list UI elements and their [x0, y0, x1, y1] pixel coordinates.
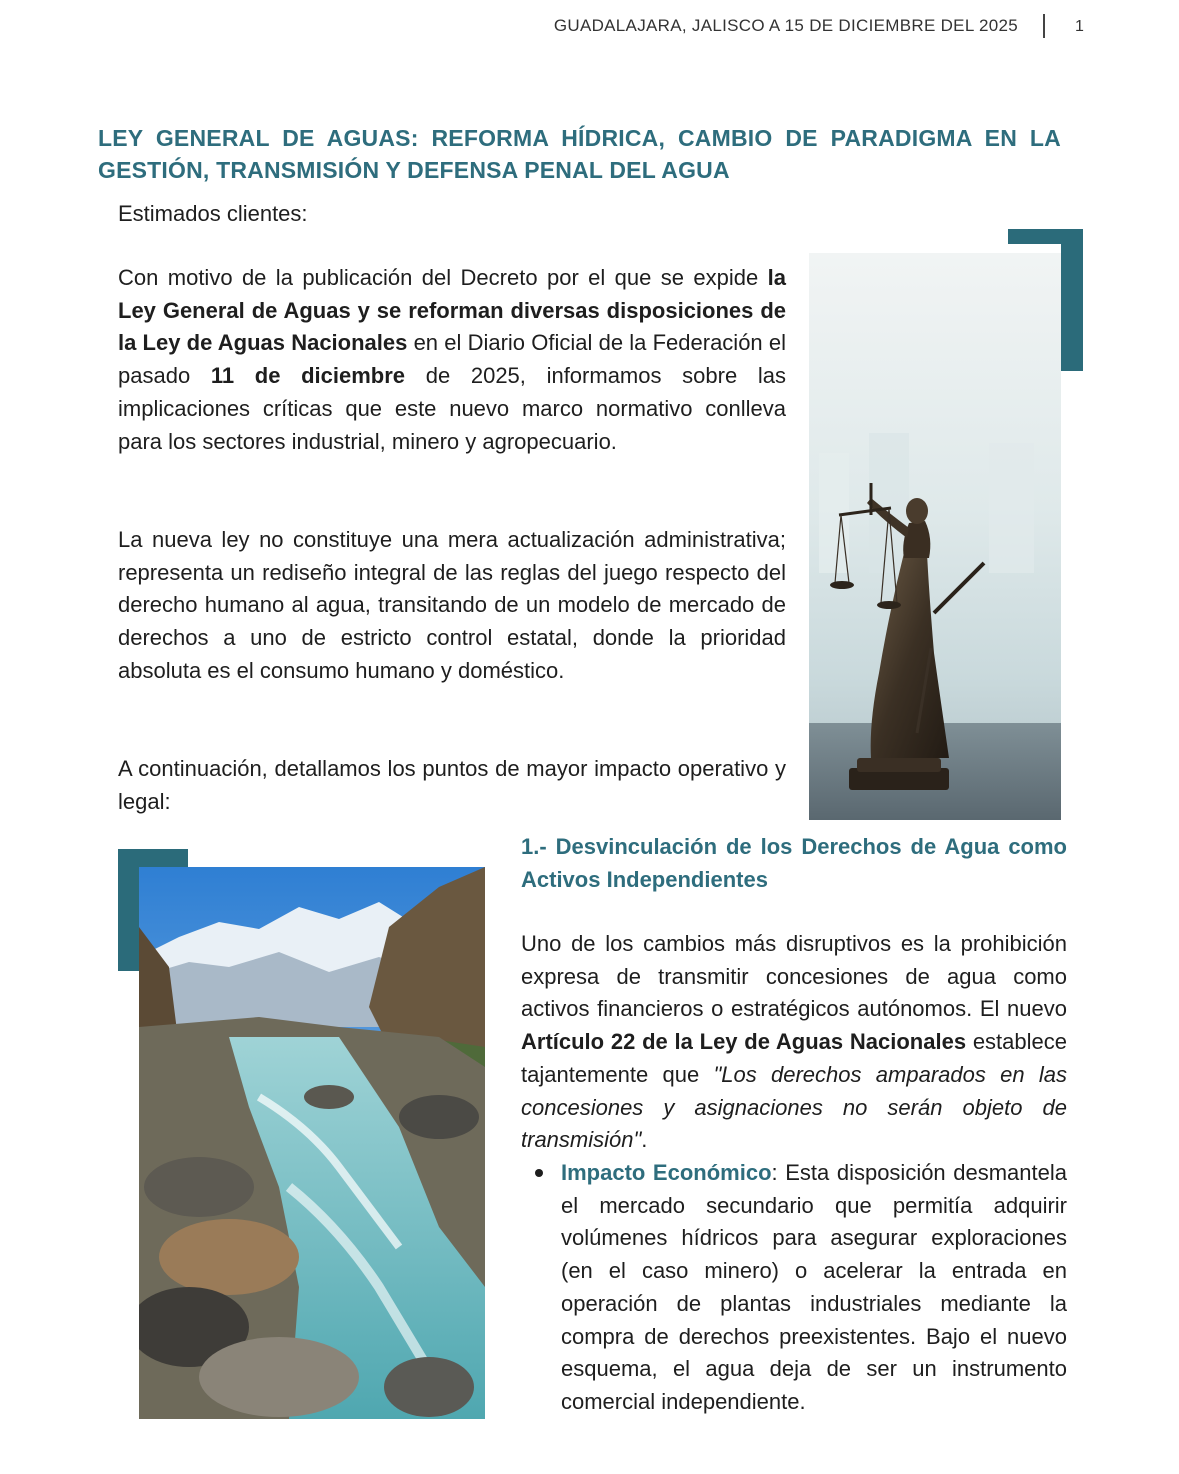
bullet-text: Esta disposición desmantela el mercado secundario que permitía adquirir volúmenes hídricos para asegurar exploraciones (en el caso minero) o acelerar la entrada en operación de plantas industriales mediante la compra de derechos preexistentes. Bajo el nuevo esquema, el agua deja de ser un instrumento comercial independiente. [561, 1160, 1067, 1414]
section-1-body [521, 928, 1067, 1157]
intro-text-2: en el Diario Oficial de la Federación el pasado [118, 330, 786, 389]
lady-justice-image [809, 253, 1061, 820]
mountain-river-illustration [139, 867, 485, 1419]
section-1-text-3: . [641, 1127, 648, 1153]
intro-text-3: de 2025, informamos sobre las implicaciones críticas que este nuevo marco normativo conlleva para los sectores industrial, minero y agropecuario. [118, 363, 786, 454]
mountain-river-image [139, 867, 485, 1419]
intro-bold-law: la Ley General de Aguas y se reforman diversas disposiciones de la Ley de Aguas Nacionales [118, 265, 786, 356]
section-1-title: 1.- Desvinculación de los Derechos de Agua como Activos Independientes [521, 834, 1067, 892]
greeting: Estimados clientes: [118, 201, 308, 226]
header-location-date: GUADALAJARA, JALISCO A 15 DE DICIEMBRE DEL 2025 [553, 16, 1018, 35]
intro-bold-date: 11 de diciembre [210, 363, 406, 389]
page-number: 1 [1075, 18, 1084, 35]
section-1-bold-article: Artículo 22 de la Ley de Aguas Nacionales [521, 1029, 967, 1055]
intro-text-1: Con motivo de la publicación del Decreto por el que se expide [118, 265, 768, 290]
bullet-economic-impact [561, 1157, 1067, 1419]
section-1-text-1: Uno de los cambios más disruptivos es la prohibición expresa de transmitir concesiones de agua como activos financieros o estratégicos autónomos. El nuevo [521, 931, 1067, 1022]
document-title: LEY GENERAL DE AGUAS: REFORMA HÍDRICA, CAMBIO DE PARADIGMA EN LA GESTIÓN, TRANSMISIÓN Y DEFENSA PENAL DEL AGUA [98, 125, 1061, 183]
lady-justice-illustration [809, 253, 1061, 820]
paragraph-2: La nueva ley no constituye una mera actualización administrativa; representa un rediseño integral de las reglas del juego respecto del derecho humano al agua, transitando de un modelo de mercado de derechos a uno de estricto control estatal, donde la prioridad absoluta es el consumo humano y doméstico. [118, 527, 786, 683]
paragraph-3: A continuación, detallamos los puntos de mayor impacto operativo y legal: [118, 756, 786, 814]
section-1-text-2: establece tajantemente que [521, 1029, 1067, 1087]
header-separator [1043, 14, 1045, 38]
bullet-colon: : [771, 1160, 778, 1185]
section-1-quote: "Los derechos amparados en las concesiones y asignaciones no serán objeto de transmisión" [521, 1061, 1067, 1153]
bullet-label: Impacto Económico [561, 1160, 772, 1185]
intro-paragraph [118, 262, 786, 458]
bullet-dot [535, 1169, 543, 1177]
